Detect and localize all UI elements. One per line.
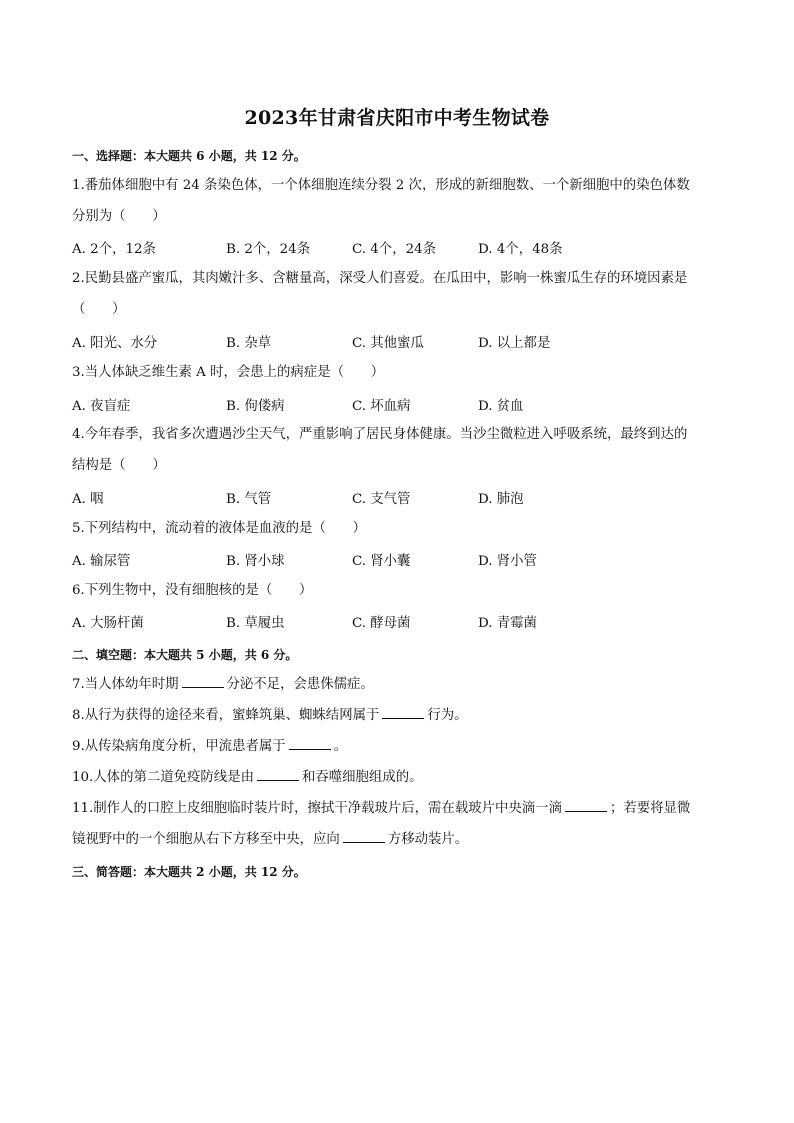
option-a: A. 阳光、水分 [72, 336, 158, 351]
option-c: C. 支气管 [352, 492, 411, 507]
option-d: D. 肾小管 [478, 554, 537, 569]
question-4-options [72, 488, 722, 508]
question-3 [72, 357, 722, 388]
option-d: D. 肺泡 [478, 492, 524, 507]
option-a: A. 2个，12条 [72, 242, 156, 257]
question-11-text-before: 11.制作人的口腔上皮细胞临时装片时，擦拭干净载玻片后，需在载玻片中央滴一滴 [72, 801, 562, 816]
option-a: A. 夜盲症 [72, 399, 131, 414]
option-a: A. 大肠杆菌 [72, 616, 144, 631]
question-5-options [72, 550, 722, 570]
answer-blank [382, 707, 424, 719]
question-11-line-2 [72, 824, 722, 855]
question-11-text-after: ；若要将显微 [609, 801, 691, 816]
option-b: B. 肾小球 [226, 554, 285, 569]
option-b: B. 佝偻病 [226, 399, 285, 414]
option-b: B. 2个，24条 [226, 242, 311, 257]
question-11-line-1 [72, 793, 722, 824]
option-c: C. 坏血病 [352, 399, 411, 414]
question-10-text-before: 10.人体的第二道免疫防线是由 [72, 770, 254, 785]
question-4-line-2: 结构是（ ） [72, 458, 166, 473]
answer-blank [289, 738, 331, 750]
section-heading-choice: 一、选择题：本大题共 6 小题，共 12 分。 [72, 149, 306, 163]
question-1-options [72, 238, 722, 258]
question-7 [72, 669, 722, 700]
option-c: C. 酵母菌 [352, 616, 411, 631]
question-7-text-after: 分泌不足，会患侏儒症。 [226, 677, 374, 692]
question-10 [72, 762, 722, 793]
option-b: B. 杂草 [226, 336, 272, 351]
question-9-text-before: 9.从传染病角度分析，甲流患者属于 [72, 739, 286, 754]
question-2 [72, 263, 722, 325]
option-a: A. 输尿管 [72, 554, 131, 569]
answer-blank [565, 800, 607, 812]
question-6-line-1: 6.下列生物中，没有细胞核的是（ ） [72, 583, 313, 598]
question-4 [72, 419, 722, 481]
question-10-text-after: 和吞噬细胞组成的。 [301, 770, 423, 785]
question-8-text-before: 8.从行为获得的途径来看，蜜蜂筑巢、蜘蛛结网属于 [72, 708, 380, 723]
question-3-line-1: 3.当人体缺乏维生素 A 时，会患上的病症是（ ） [72, 365, 385, 380]
option-b: B. 草履虫 [226, 616, 285, 631]
option-d: D. 以上都是 [478, 336, 551, 351]
question-8-text-after: 行为。 [427, 708, 468, 723]
option-d: D. 4个，48条 [478, 242, 563, 257]
question-2-line-2: （ ） [72, 302, 126, 317]
question-2-line-1: 2.民勤县盛产蜜瓜，其肉嫩汁多、含糖量高，深受人们喜爱。在瓜田中，影响一株蜜瓜生存的环境因素是 [72, 271, 688, 286]
answer-blank [343, 831, 385, 843]
option-b: B. 气管 [226, 492, 272, 507]
question-1-line-2: 分别为（ ） [72, 209, 166, 224]
question-11-text-after: 方移动装片。 [387, 832, 469, 847]
question-6-options [72, 612, 722, 632]
question-1-line-1: 1.番茄体细胞中有 24 条染色体，一个体细胞连续分裂 2 次，形成的新细胞数、一个新细胞中的染色体数 [72, 178, 690, 193]
question-9-text-after: 。 [333, 739, 348, 754]
question-4-line-1: 4.今年春季，我省多次遭遇沙尘天气，严重影响了居民身体健康。当沙尘微粒进入呼吸系统，最终到达的 [72, 427, 688, 442]
question-7-text-before: 7.当人体幼年时期 [72, 677, 179, 692]
question-6 [72, 575, 722, 606]
answer-blank [257, 769, 299, 781]
section-heading-short-answer: 三、简答题：本大题共 2 小题，共 12 分。 [72, 865, 306, 879]
question-5 [72, 513, 722, 544]
question-3-options [72, 395, 722, 415]
option-a: A. 咽 [72, 492, 104, 507]
question-9 [72, 731, 722, 762]
option-c: C. 4个，24条 [352, 242, 437, 257]
answer-blank [182, 676, 224, 688]
question-1 [72, 170, 722, 232]
question-11-text-before: 镜视野中的一个细胞从右下方移至中央，应向 [72, 832, 340, 847]
option-c: C. 肾小囊 [352, 554, 411, 569]
question-5-line-1: 5.下列结构中，流动着的液体是血液的是（ ） [72, 521, 366, 536]
option-d: D. 贫血 [478, 399, 524, 414]
section-heading-fill: 二、填空题：本大题共 5 小题，共 6 分。 [72, 648, 298, 662]
question-2-options [72, 332, 722, 352]
option-c: C. 其他蜜瓜 [352, 336, 424, 351]
option-d: D. 青霉菌 [478, 616, 537, 631]
page-title: 2023年甘肃省庆阳市中考生物试卷 [244, 107, 550, 129]
question-8 [72, 700, 722, 731]
